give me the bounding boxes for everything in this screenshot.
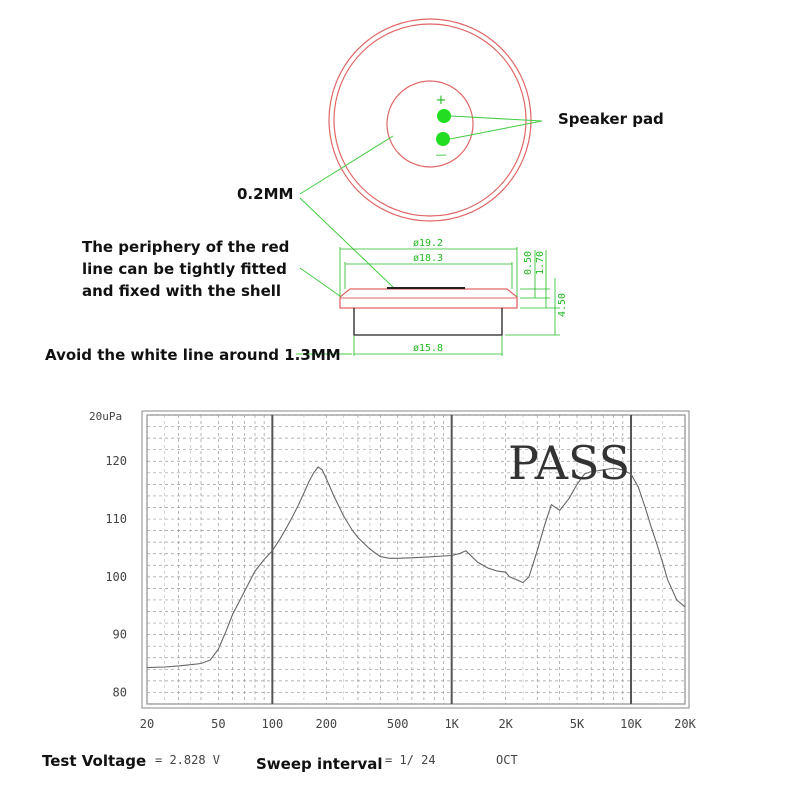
y-tick-labels (105, 454, 127, 699)
y-tick-label: 120 (105, 454, 127, 469)
outer-ring-outline (329, 19, 531, 221)
x-tick-label: 200 (315, 717, 338, 731)
dim-height-450: 4.50 (557, 292, 568, 318)
pad-leader-line (450, 121, 542, 139)
avoid-note: Avoid the white line around 1.3MM (45, 346, 341, 364)
x-tick-label: 100 (261, 717, 284, 731)
spacing-leader-line (300, 136, 393, 194)
outer-ring-inner-outline (334, 24, 526, 216)
frequency-chart (89, 410, 697, 731)
periphery-note-line: and fixed with the shell (82, 282, 282, 300)
inner-circle-outline (387, 81, 473, 167)
dim-thickness-170: 1.70 (535, 250, 546, 276)
x-tick-label: 500 (386, 717, 409, 731)
dim-thickness-050: 0.50 (523, 250, 534, 276)
test-voltage-label: Test Voltage (42, 752, 147, 770)
leader-lines (296, 116, 542, 354)
y-tick-label: 90 (112, 627, 127, 642)
test-voltage-value: = 2.828 V (155, 753, 221, 767)
dim-outer-diameter: ø19.2 (412, 238, 444, 249)
x-tick-label: 1K (444, 717, 459, 731)
periphery-note-line: The periphery of the red (82, 238, 290, 256)
oct-unit: OCT (496, 753, 518, 767)
plus-terminal-mark: + (435, 93, 447, 108)
pad-leader-line (451, 116, 542, 121)
periphery-note-line: line can be tightly fitted (82, 260, 287, 278)
x-tick-label: 10K (620, 717, 642, 731)
x-tick-label: 20K (674, 717, 696, 731)
periphery-note (82, 236, 289, 302)
dim-bottom-diameter: ø15.8 (412, 343, 444, 354)
bottom-body-outline (354, 308, 502, 335)
x-tick-labels (140, 717, 697, 731)
positive-pad-icon (437, 109, 451, 123)
y-tick-label: 110 (105, 512, 127, 527)
periphery-leader-line (300, 268, 340, 296)
speaker-top-view (329, 19, 531, 221)
x-tick-label: 2K (498, 717, 513, 731)
speaker-pad-label: Speaker pad (558, 110, 664, 128)
minus-terminal-mark: — (435, 148, 447, 161)
y-axis-unit-label: 20uPa (89, 410, 123, 423)
sweep-interval-label: Sweep interval (256, 755, 383, 773)
negative-pad-icon (436, 132, 450, 146)
spacing-label: 0.2MM (237, 185, 294, 203)
y-tick-label: 80 (112, 685, 127, 700)
pass-stamp: PASS (508, 436, 631, 490)
speaker-side-view (340, 288, 517, 335)
x-tick-label: 5K (569, 717, 585, 731)
x-tick-label: 20 (139, 717, 155, 731)
dim-inner-diameter: ø18.3 (412, 253, 444, 264)
spacing-leader-line (300, 198, 394, 288)
x-tick-label: 50 (211, 717, 226, 731)
spl-series-line (147, 467, 685, 668)
sweep-interval-value: = 1/ 24 (385, 753, 436, 767)
y-tick-label: 100 (105, 569, 127, 584)
